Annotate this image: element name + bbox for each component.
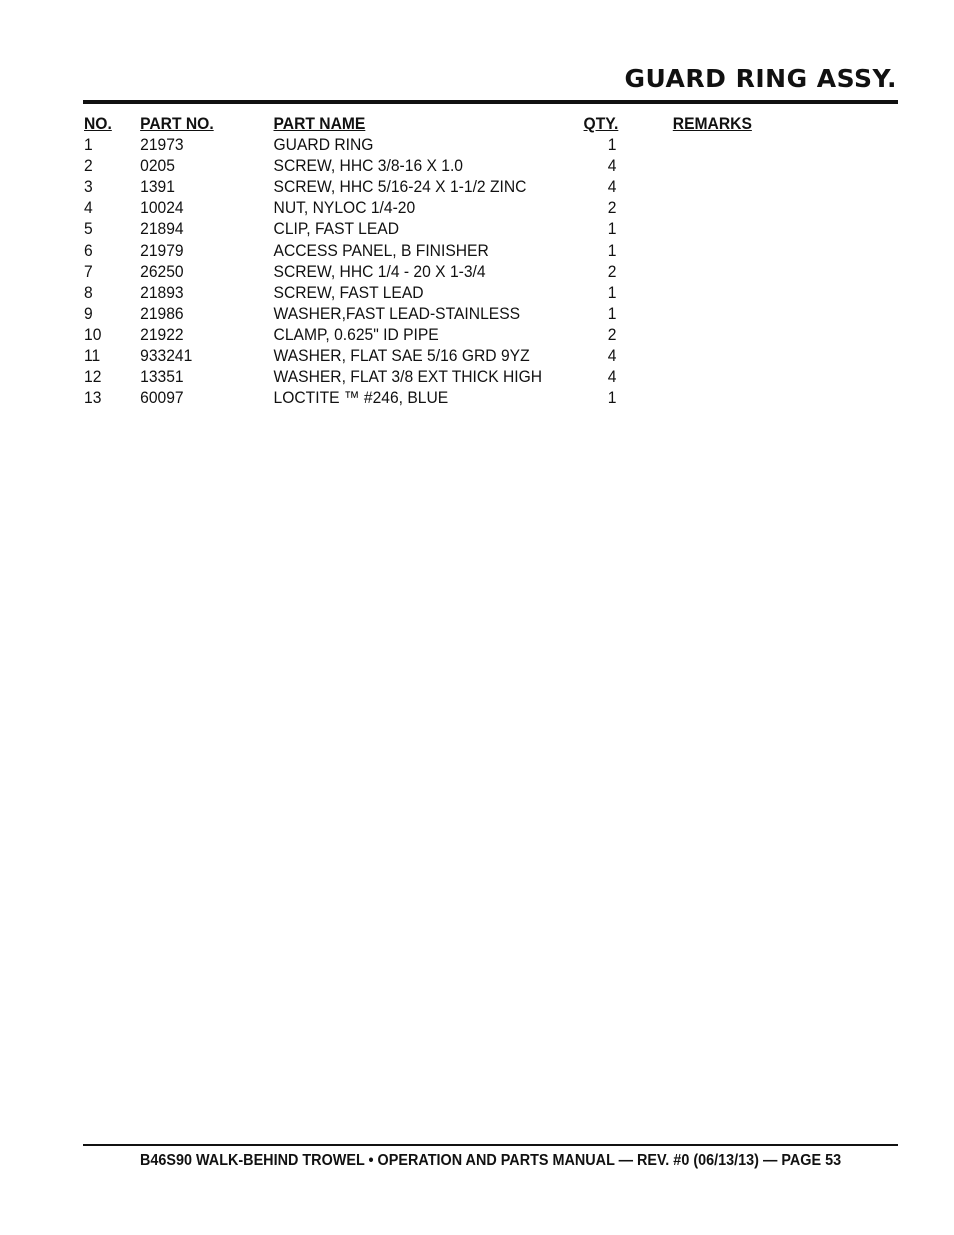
row-part-no: 933241 [140, 346, 193, 366]
header-qty: QTY. [583, 114, 619, 133]
row-no: 5 [84, 219, 93, 239]
row-no: 8 [84, 282, 93, 302]
row-qty: 4 [607, 346, 617, 366]
row-no: 1 [84, 135, 93, 155]
row-qty: 1 [607, 219, 617, 239]
row-part-no: 21894 [140, 219, 184, 239]
table-header-row [84, 113, 802, 134]
row-part-name: WASHER,FAST LEAD-STAINLESS [273, 303, 521, 323]
row-qty: 1 [607, 240, 617, 260]
row-part-name: WASHER, FLAT 3/8 EXT THICK HIGH [273, 367, 543, 387]
page-footer [0, 1152, 952, 1170]
table-row [84, 218, 802, 239]
page-title: GUARD RING ASSY. [624, 64, 897, 93]
header-part-no: PART NO. [140, 114, 214, 133]
row-no: 13 [84, 388, 102, 408]
header-remarks: REMARKS [672, 114, 752, 133]
row-qty: 1 [607, 135, 617, 155]
row-part-name: WASHER, FLAT SAE 5/16 GRD 9YZ [273, 346, 530, 366]
row-no: 11 [84, 346, 101, 366]
row-part-name: ACCESS PANEL, B FINISHER [273, 240, 489, 260]
row-part-no: 1391 [140, 177, 175, 197]
title-divider [83, 100, 898, 104]
table-row [84, 134, 802, 155]
row-part-name: GUARD RING [273, 135, 374, 155]
row-part-name: LOCTITE ™ #246, BLUE [273, 388, 449, 408]
row-part-name: SCREW, HHC 5/16-24 X 1-1/2 ZINC [273, 177, 527, 197]
row-part-name: CLIP, FAST LEAD [273, 219, 399, 239]
row-no: 6 [84, 240, 93, 260]
row-qty: 4 [607, 156, 617, 176]
row-qty: 2 [607, 324, 617, 344]
header-part-name: PART NAME [273, 114, 366, 133]
row-qty: 1 [607, 303, 617, 323]
row-qty: 1 [607, 282, 617, 302]
table-row [84, 366, 802, 387]
row-part-no: 21986 [140, 303, 184, 323]
row-part-no: 21979 [140, 240, 184, 260]
row-qty: 4 [607, 367, 617, 387]
row-part-no: 21922 [140, 324, 184, 344]
row-part-no: 10024 [140, 198, 184, 218]
table-row [84, 176, 802, 197]
footer-divider [83, 1144, 898, 1146]
row-no: 10 [84, 324, 102, 344]
row-qty: 2 [607, 198, 617, 218]
row-part-name: SCREW, FAST LEAD [273, 282, 424, 302]
row-qty: 1 [607, 388, 617, 408]
row-part-name: SCREW, HHC 3/8-16 X 1.0 [273, 156, 464, 176]
row-part-no: 26250 [140, 261, 184, 281]
row-part-no: 21893 [140, 282, 184, 302]
table-row [84, 324, 802, 345]
table-row [84, 387, 802, 408]
row-no: 2 [84, 156, 93, 176]
row-part-name: CLAMP, 0.625" ID PIPE [273, 324, 439, 344]
table-row [84, 240, 802, 261]
parts-table [84, 113, 802, 408]
table-row [84, 303, 802, 324]
table-body [84, 134, 802, 408]
header-no: NO. [84, 114, 112, 133]
row-qty: 2 [607, 261, 617, 281]
row-no: 7 [84, 261, 93, 281]
table-row [84, 155, 802, 176]
row-part-no: 0205 [140, 156, 175, 176]
row-part-no: 13351 [140, 367, 184, 387]
table-row [84, 197, 802, 218]
table-row [84, 282, 802, 303]
table-row [84, 261, 802, 282]
row-part-no: 21973 [140, 135, 184, 155]
row-no: 4 [84, 198, 93, 218]
row-part-name: NUT, NYLOC 1/4-20 [273, 198, 416, 218]
table-row [84, 345, 802, 366]
row-no: 12 [84, 367, 102, 387]
footer-label: B46S90 WALK-BEHIND TROWEL • OPERATION AND PARTS MANUAL — REV. #0 (06/13/13) — PAGE 53 [140, 1152, 842, 1169]
row-qty: 4 [607, 177, 617, 197]
row-no: 9 [84, 303, 93, 323]
row-part-no: 60097 [140, 388, 184, 408]
row-part-name: SCREW, HHC 1/4 - 20 X 1-3/4 [273, 261, 486, 281]
row-no: 3 [84, 177, 93, 197]
